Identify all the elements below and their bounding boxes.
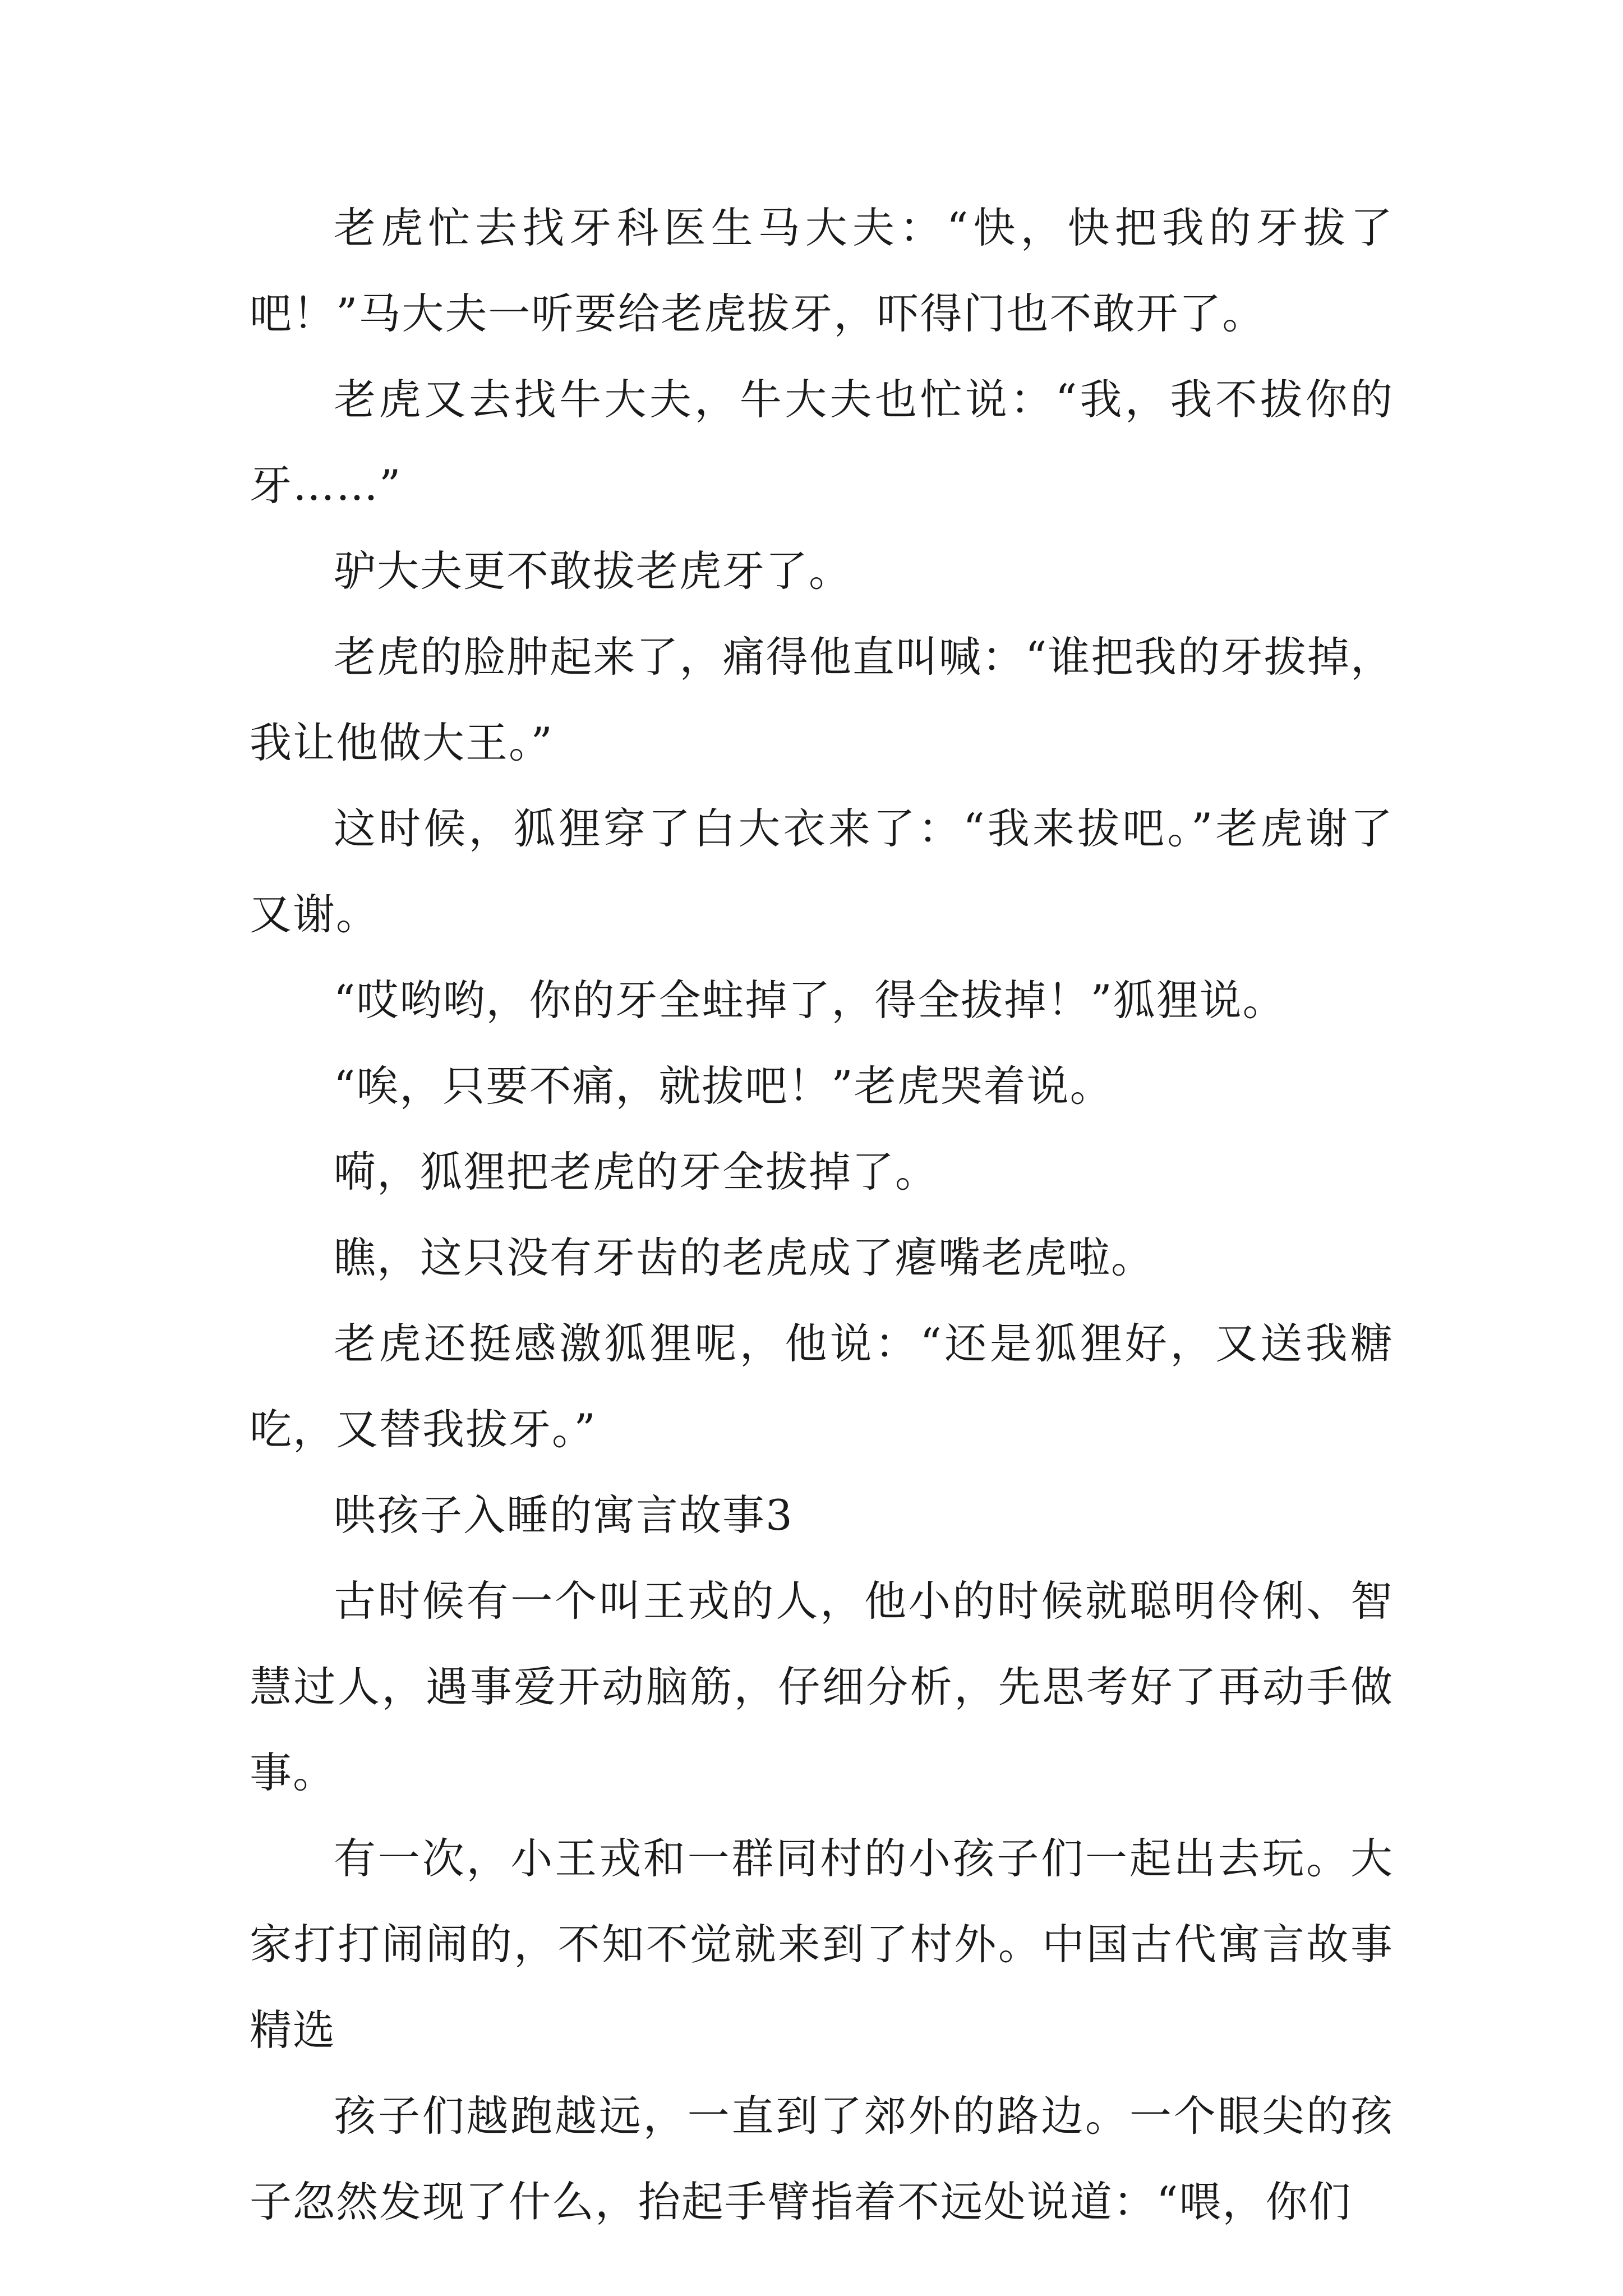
section-heading: 哄孩子入睡的寓言故事3 — [334, 1490, 794, 1540]
paragraph: 老虎还挺感激狐狸呢，他说：“还是狐狸好，又送我糖吃，又替我拔牙。” — [250, 1319, 1394, 1454]
paragraph: 这时候，狐狸穿了白大衣来了：“我来拔吧。”老虎谢了又谢。 — [250, 804, 1394, 939]
paragraph: 老虎的脸肿起来了，痛得他直叫喊：“谁把我的牙拔掉，我让他做大王。” — [250, 632, 1394, 767]
document-body — [250, 185, 1394, 2245]
paragraph: 老虎又去找牛大夫，牛大夫也忙说：“我，我不拔你的牙……” — [250, 375, 1394, 510]
paragraph: 驴大夫更不敢拔老虎牙了。 — [334, 546, 852, 596]
paragraph: “哎哟哟，你的牙全蛀掉了，得全拔掉！”狐狸说。 — [334, 976, 1286, 1025]
paragraph: “唉，只要不痛，就拔吧！”老虎哭着说。 — [334, 1061, 1113, 1111]
paragraph: 古时候有一个叫王戎的人，他小的时候就聪明伶俐、智慧过人，遇事爱开动脑筋，仔细分析，先思考好了再动手做事。 — [250, 1576, 1394, 1797]
paragraph: 瞧，这只没有牙齿的老虎成了瘪嘴老虎啦。 — [334, 1233, 1155, 1282]
paragraph: 嗬，狐狸把老虎的牙全拔掉了。 — [334, 1147, 939, 1197]
paragraph: 有一次，小王戎和一群同村的小孩子们一起出去玩。大家打打闹闹的，不知不觉就来到了村外。中国古代寓言故事精选 — [250, 1834, 1394, 2055]
paragraph: 孩子们越跑越远，一直到了郊外的路边。一个眼尖的孩子忽然发现了什么，抬起手臂指着不远处说道：“喂，你们 — [250, 2091, 1394, 2226]
paragraph: 老虎忙去找牙科医生马大夫：“快，快把我的牙拔了吧！”马大夫一听要给老虎拔牙，吓得门也不敢开了。 — [250, 203, 1394, 338]
